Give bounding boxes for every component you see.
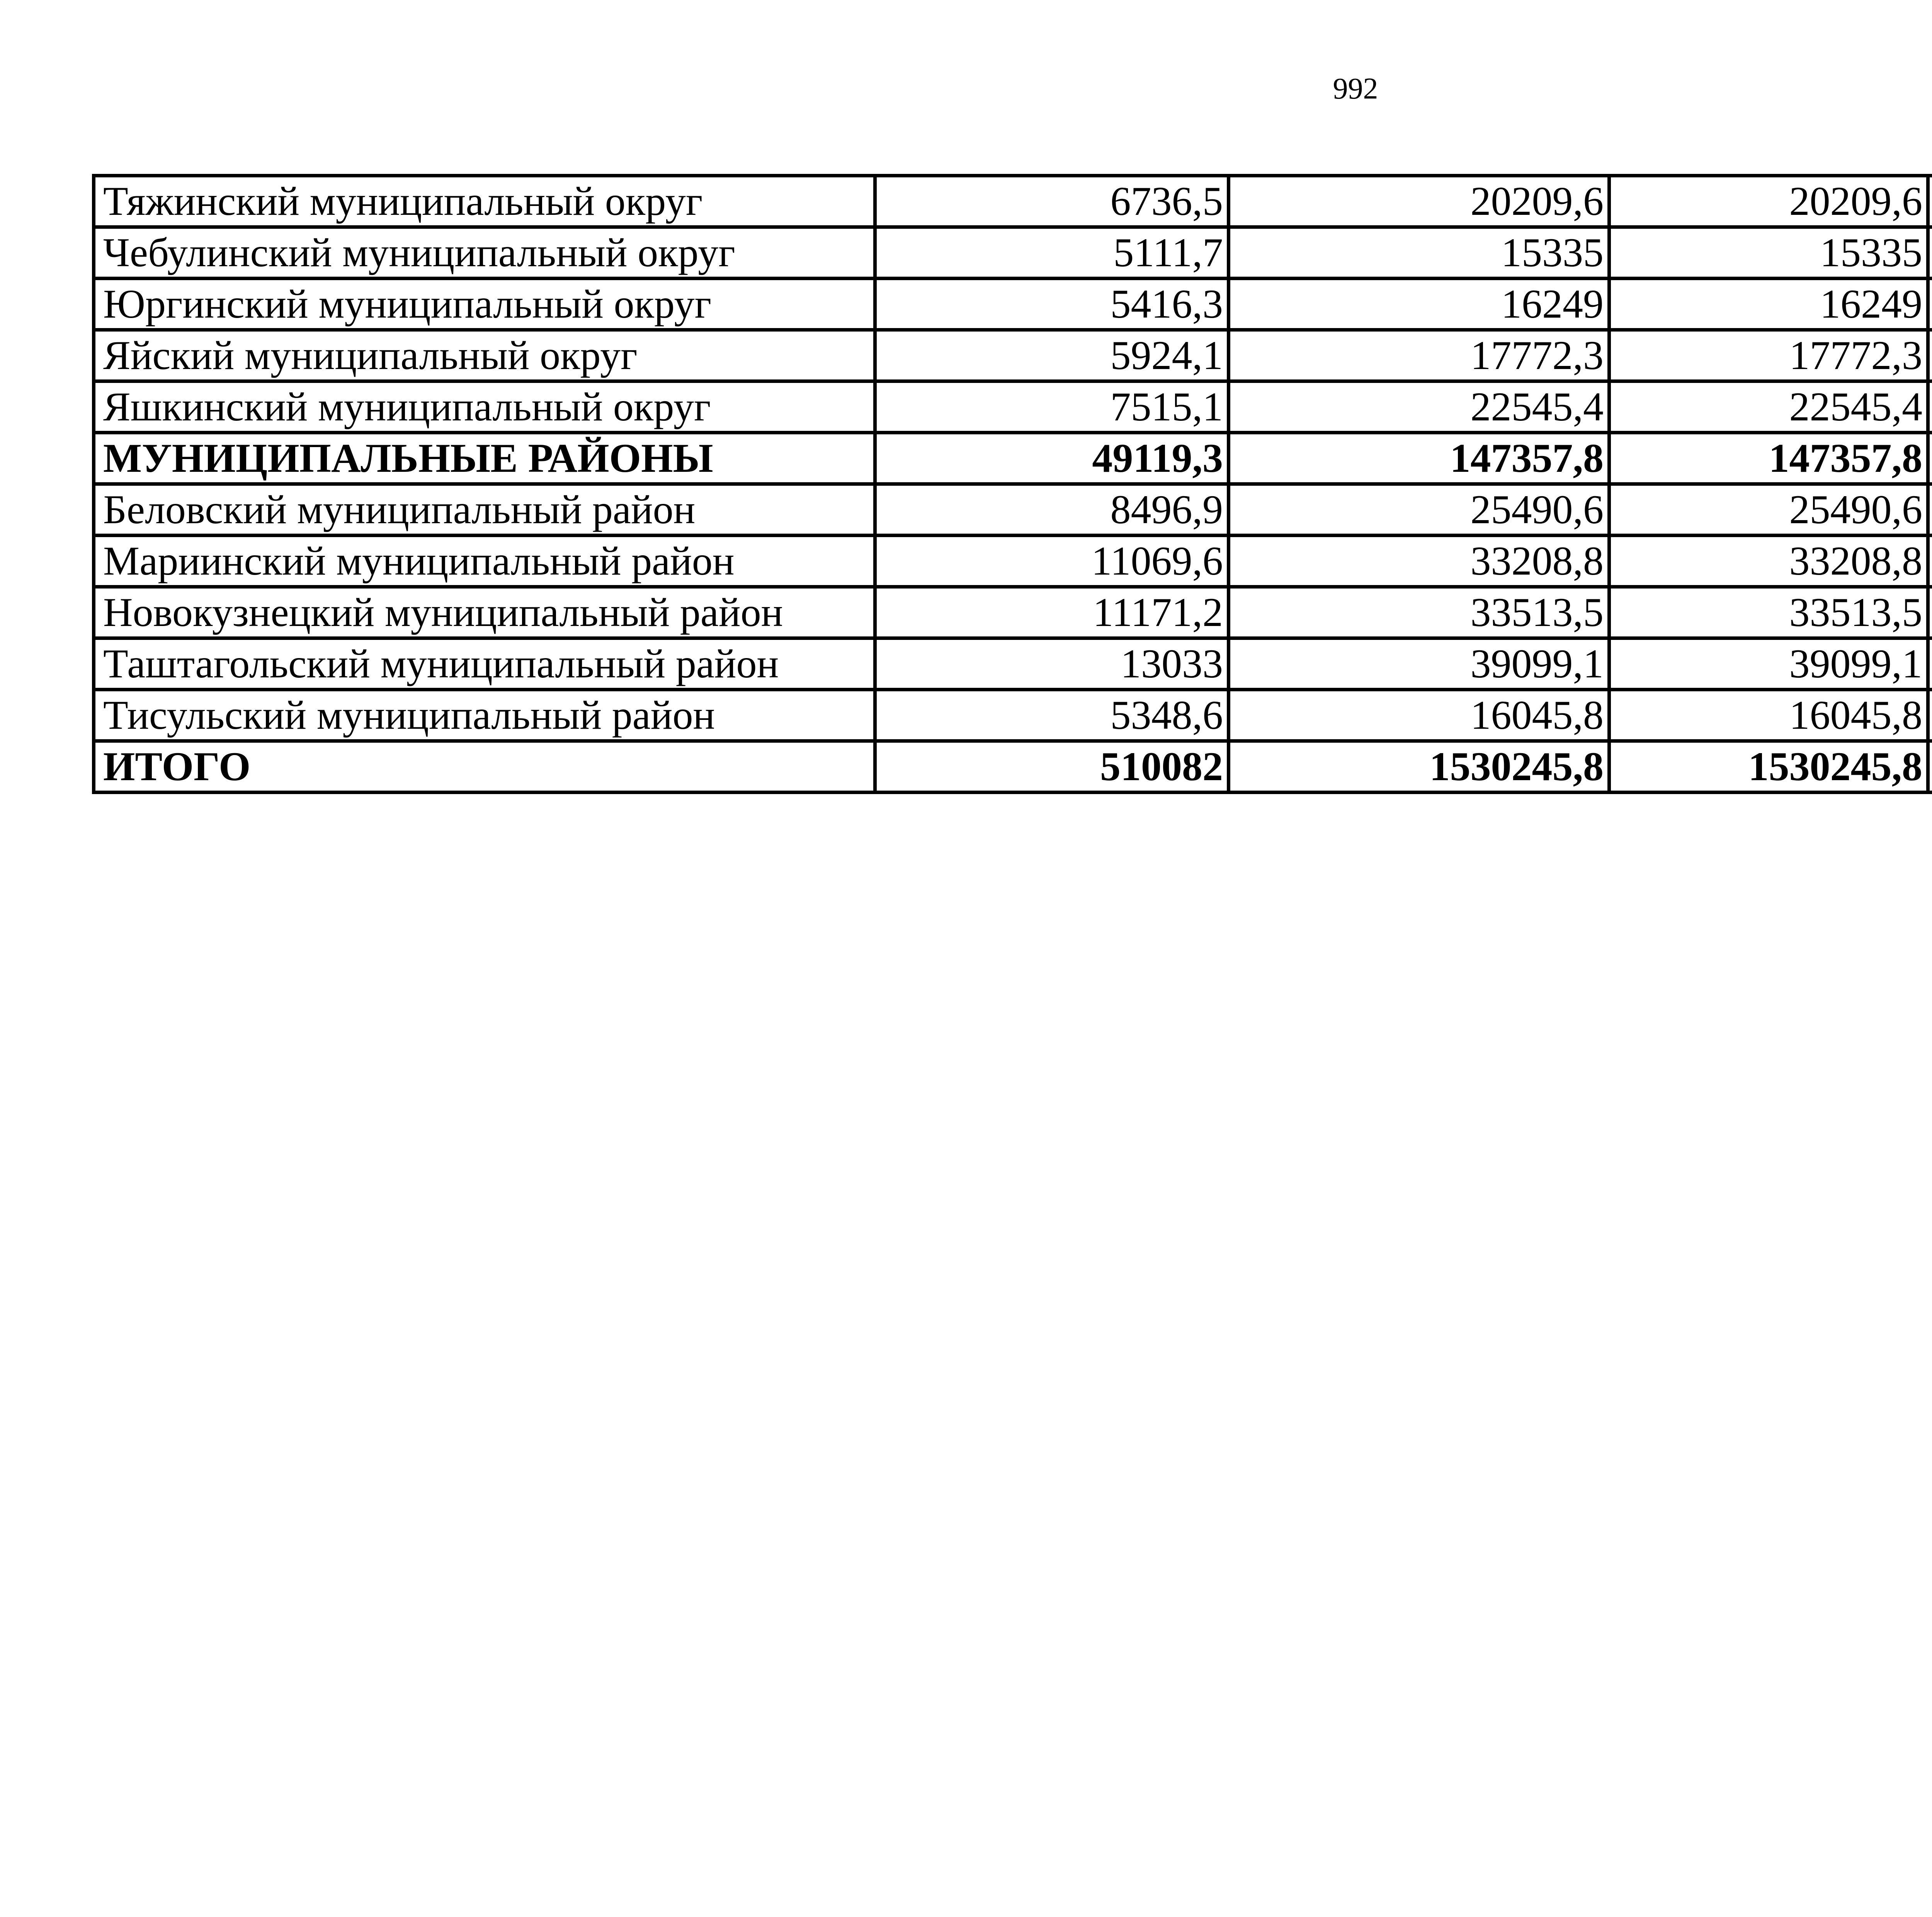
- value-cell-col3: 33208,8: [1229, 536, 1609, 587]
- value-cell-col4: 147357,8: [1609, 433, 1928, 484]
- value-cell-col3: 16045,8: [1229, 690, 1609, 741]
- table-row: [94, 536, 1932, 587]
- row-name-cell: Чебулинский муниципальный округ: [94, 227, 875, 279]
- value-cell-col4: 16249: [1609, 279, 1928, 330]
- value-cell-col3: 22545,4: [1229, 381, 1609, 433]
- table-row: [94, 330, 1932, 381]
- value-cell-col3: 1530245,8: [1229, 741, 1609, 793]
- value-cell-col2: 5924,1: [875, 330, 1229, 381]
- value-cell-col2: 5111,7: [875, 227, 1229, 279]
- value-cell-col5: [1928, 536, 1932, 587]
- value-cell-col5: [1928, 484, 1932, 536]
- row-name-cell: Юргинский муниципальный округ: [94, 279, 875, 330]
- value-cell-col5: [1928, 330, 1932, 381]
- table-row: [94, 227, 1932, 279]
- value-cell-col3: 20209,6: [1229, 176, 1609, 227]
- value-cell-col4: 17772,3: [1609, 330, 1928, 381]
- value-cell-col2: 49119,3: [875, 433, 1229, 484]
- row-name-cell: Тяжинский муниципальный округ: [94, 176, 875, 227]
- row-name-cell: МУНИЦИПАЛЬНЫЕ РАЙОНЫ: [94, 433, 875, 484]
- table-row: [94, 690, 1932, 741]
- value-cell-col4: 15335: [1609, 227, 1928, 279]
- value-cell-col3: 15335: [1229, 227, 1609, 279]
- table-body: [94, 176, 1932, 793]
- table-row: [94, 638, 1932, 690]
- value-cell-col3: 25490,6: [1229, 484, 1609, 536]
- table-row: [94, 279, 1932, 330]
- value-cell-col4: 25490,6: [1609, 484, 1928, 536]
- table-row: [94, 381, 1932, 433]
- value-cell-col3: 16249: [1229, 279, 1609, 330]
- value-cell-col4: 22545,4: [1609, 381, 1928, 433]
- table-row: [94, 587, 1932, 638]
- value-cell-col2: 7515,1: [875, 381, 1229, 433]
- row-name-cell: Яйский муниципальный округ: [94, 330, 875, 381]
- value-cell-col3: 147357,8: [1229, 433, 1609, 484]
- value-cell-col2: 13033: [875, 638, 1229, 690]
- value-cell-col4: 16045,8: [1609, 690, 1928, 741]
- value-cell-col5: [1928, 690, 1932, 741]
- value-cell-col4: 39099,1: [1609, 638, 1928, 690]
- value-cell-col4: 33208,8: [1609, 536, 1928, 587]
- row-name-cell: Беловский муниципальный район: [94, 484, 875, 536]
- value-cell-col2: 5348,6: [875, 690, 1229, 741]
- table-row: [94, 176, 1932, 227]
- value-cell-col4: 20209,6: [1609, 176, 1928, 227]
- value-cell-col4: 33513,5: [1609, 587, 1928, 638]
- value-cell-col3: 33513,5: [1229, 587, 1609, 638]
- value-cell-col5: [1928, 638, 1932, 690]
- table-row: [94, 484, 1932, 536]
- value-cell-col5: [1928, 741, 1932, 793]
- value-cell-col3: 17772,3: [1229, 330, 1609, 381]
- row-name-cell: ИТОГО: [94, 741, 875, 793]
- value-cell-col5: [1928, 227, 1932, 279]
- value-cell-col2: 8496,9: [875, 484, 1229, 536]
- row-name-cell: Мариинский муниципальный район: [94, 536, 875, 587]
- table-row-total: [94, 433, 1932, 484]
- row-name-cell: Тисульский муниципальный район: [94, 690, 875, 741]
- value-cell-col5: [1928, 587, 1932, 638]
- value-cell-col5: [1928, 433, 1932, 484]
- value-cell-col2: 11171,2: [875, 587, 1229, 638]
- value-cell-col2: 11069,6: [875, 536, 1229, 587]
- value-cell-col2: 510082: [875, 741, 1229, 793]
- value-cell-col2: 6736,5: [875, 176, 1229, 227]
- value-cell-col4: 1530245,8: [1609, 741, 1928, 793]
- value-cell-col5: [1928, 381, 1932, 433]
- value-cell-col5: [1928, 279, 1932, 330]
- value-cell-col2: 5416,3: [875, 279, 1229, 330]
- value-cell-col3: 39099,1: [1229, 638, 1609, 690]
- row-name-cell: Таштагольский муниципальный район: [94, 638, 875, 690]
- value-cell-col5: [1928, 176, 1932, 227]
- page-number: 992: [1333, 71, 1378, 105]
- municipal-data-table: [92, 174, 1932, 794]
- row-name-cell: Новокузнецкий муниципальный район: [94, 587, 875, 638]
- row-name-cell: Яшкинский муниципальный округ: [94, 381, 875, 433]
- table-row-total: [94, 741, 1932, 793]
